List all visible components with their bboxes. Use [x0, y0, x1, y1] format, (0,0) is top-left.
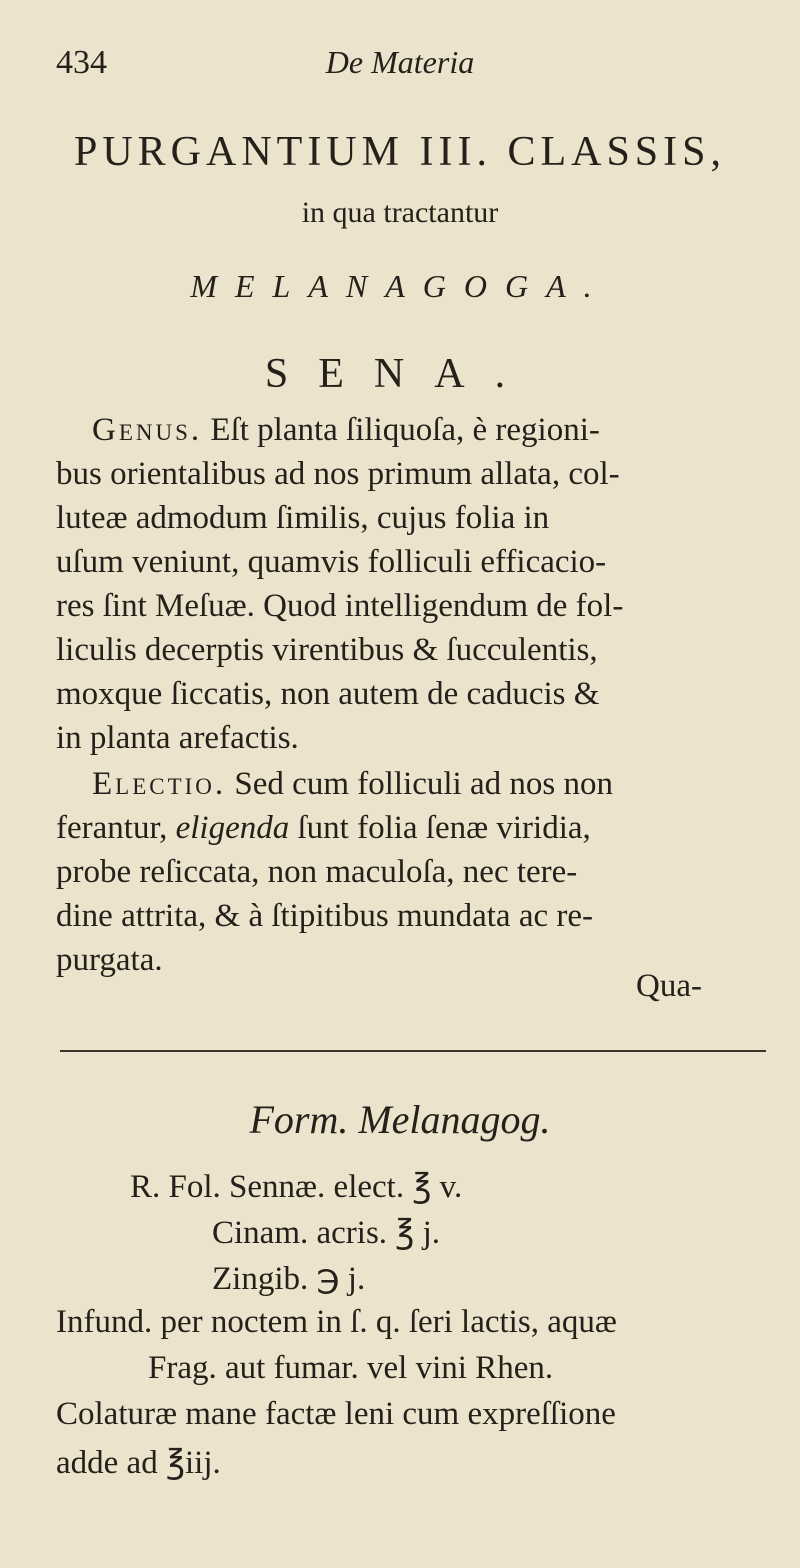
electio-label: Electio.: [92, 766, 227, 802]
genus-line-7: moxque ſiccatis, non autem de caducis &: [56, 676, 600, 712]
electio-line-1: [92, 766, 613, 803]
electio-line-2: [56, 810, 591, 847]
genus-line-5: res ſint Meſuæ. Quod intelligendum de fol-: [56, 588, 624, 624]
running-head: De Materia: [325, 44, 475, 80]
formula-line-6: Colaturæ mane factæ leni cum expreſſione: [56, 1396, 616, 1432]
electio-text-pre: ferantur,: [56, 810, 176, 846]
genus-line-1: [92, 412, 600, 449]
formula-line-2: Cinam. acris. ℥ j.: [212, 1215, 441, 1251]
formula-line-7: adde ad ℥iij.: [56, 1445, 221, 1481]
genus-line-3: luteæ admodum ſimilis, cujus folia in: [56, 500, 550, 536]
class-name: MELANAGOGA.: [190, 268, 610, 304]
genus-label: Genus.: [92, 412, 203, 448]
genus-line-6: liculis decerptis virentibus & ſucculentis,: [56, 632, 598, 668]
entry-title: SENA.: [264, 351, 536, 397]
formula-line-1: R. Fol. Sennæ. elect. ℥ v.: [130, 1169, 463, 1205]
genus-line-2: bus orientalibus ad nos primum allata, col-: [56, 456, 620, 492]
electio-text-post: ſunt folia ſenæ viridia,: [289, 810, 591, 846]
formula-line-5: Frag. aut fumar. vel vini Rhen.: [148, 1350, 554, 1386]
footnote-rule: [60, 1050, 766, 1052]
formula-line-4: Infund. per noctem in ſ. q. ſeri lactis, aquæ: [56, 1304, 617, 1340]
electio-line-4: dine attrita, & à ſtipitibus mundata ac re-: [56, 898, 593, 934]
catchword: Qua-: [636, 968, 702, 1004]
section-heading: PURGANTIUM III. CLASSIS,: [73, 129, 727, 175]
page-number: 434: [56, 44, 107, 81]
electio-italic-word: eligenda: [175, 810, 290, 846]
genus-line-4: uſum veniunt, quamvis folliculi efficacio-: [56, 544, 607, 580]
formula-line-3: Zingib. ℈ j.: [212, 1261, 366, 1297]
formula-title: Form. Melanagog.: [249, 1097, 551, 1142]
section-subheading: in qua tractantur: [301, 196, 499, 229]
genus-line-8: in planta arefactis.: [56, 720, 299, 756]
electio-text: Sed cum folliculi ad nos non: [226, 766, 613, 802]
electio-line-5: purgata.: [56, 942, 163, 978]
electio-line-3: probe reſiccata, non maculoſa, nec tere-: [56, 854, 578, 890]
genus-text: Eſt planta ſiliquoſa, è regioni-: [202, 412, 600, 448]
